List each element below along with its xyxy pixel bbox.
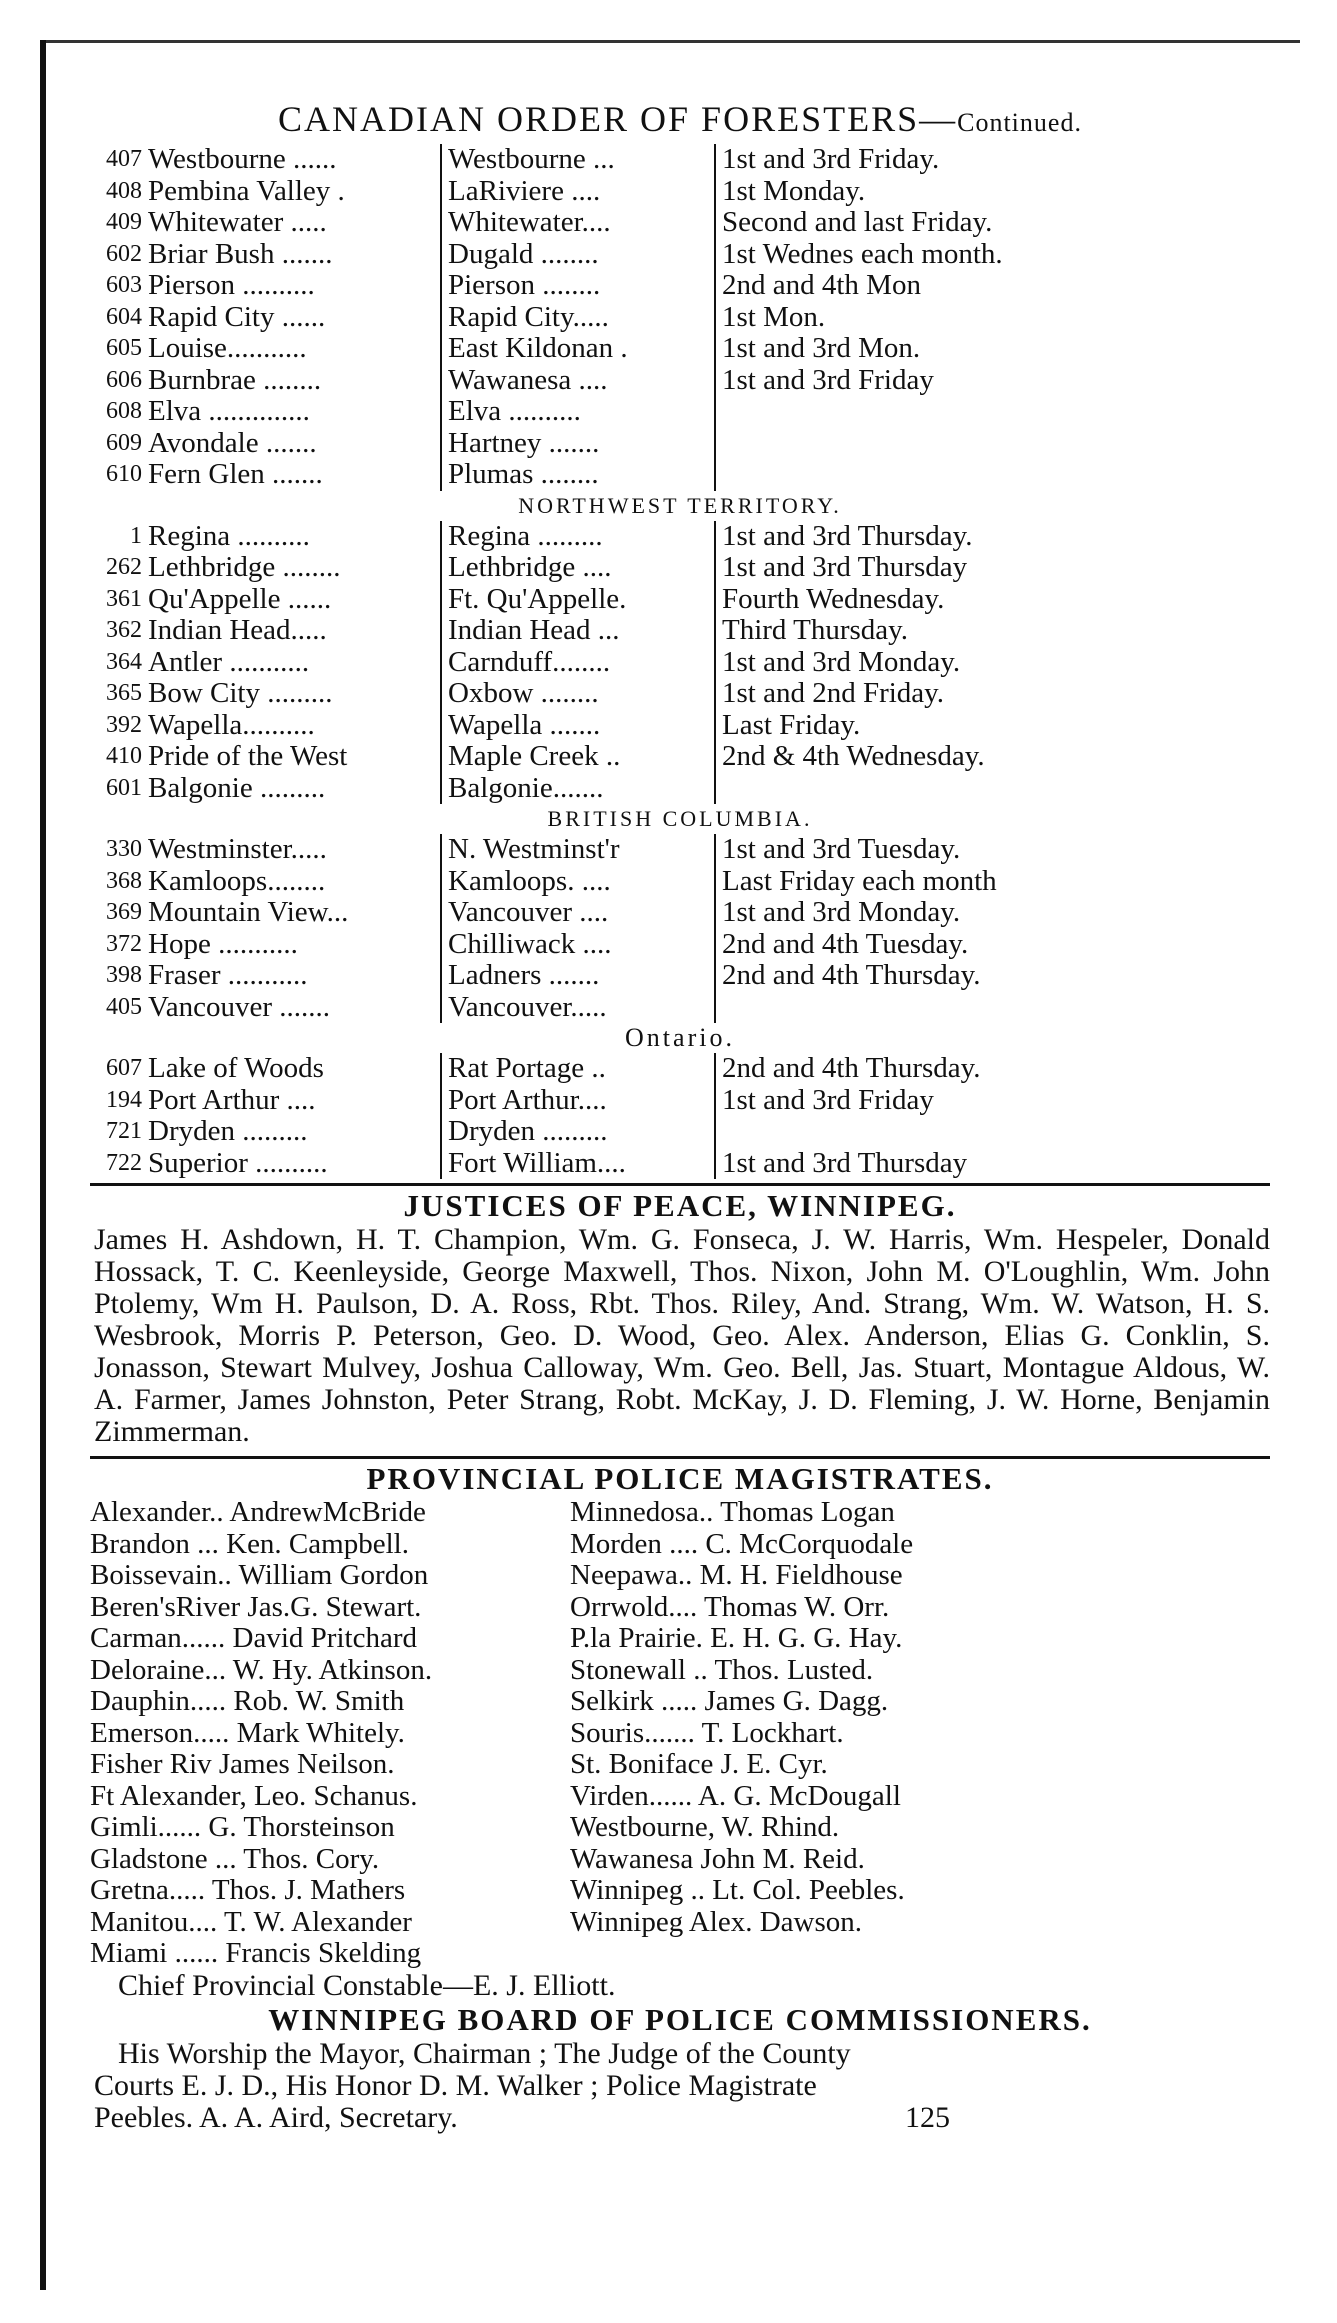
lodge-place: Hartney ....... xyxy=(442,428,716,460)
magistrate-right-entry: Winnipeg Alex. Dawson. xyxy=(570,1905,863,1938)
lodge-place: Vancouver .... xyxy=(442,897,716,929)
lodge-meeting: Second and last Friday. xyxy=(722,207,993,238)
lodge-name: Elva .............. xyxy=(148,396,442,428)
magistrate-left-entry: Gretna..... Thos. J. Mathers xyxy=(90,1874,406,1906)
magistrate-left-entry: Dauphin..... Rob. W. Smith xyxy=(90,1685,405,1717)
lodge-name: Antler ........... xyxy=(148,647,442,679)
lodge-number: 721 xyxy=(106,1118,142,1144)
lodge-name: Vancouver ....... xyxy=(148,992,442,1024)
lodge-name: Port Arthur .... xyxy=(148,1085,442,1117)
lodge-name: Fraser ........... xyxy=(148,960,442,992)
top-rule xyxy=(40,40,1300,43)
lodge-row xyxy=(90,1116,1270,1148)
lodge-row xyxy=(90,459,1270,491)
magistrate-row xyxy=(90,1812,1270,1844)
lodge-row xyxy=(90,1085,1270,1117)
left-binding-rule xyxy=(40,40,46,2290)
lodge-number: 369 xyxy=(106,899,142,925)
magistrate-row xyxy=(90,1844,1270,1876)
lodge-meeting xyxy=(716,459,722,491)
magistrate-row xyxy=(90,1875,1270,1907)
lodge-number: 1 xyxy=(130,522,142,549)
magistrate-row xyxy=(90,1686,1270,1718)
lodge-number: 398 xyxy=(106,962,142,988)
magistrate-right-entry: Virden...... A. G. McDougall xyxy=(570,1779,901,1812)
lodge-place: Wapella ....... xyxy=(442,710,716,742)
lodge-name: Bow City ......... xyxy=(148,678,442,710)
magistrate-left-entry: Manitou.... T. W. Alexander xyxy=(90,1905,412,1938)
lodge-name: Hope ........... xyxy=(148,929,442,961)
lodge-meeting: 1st and 3rd Friday xyxy=(722,1084,934,1116)
lodge-place: Kamloops. .... xyxy=(442,866,716,898)
lodge-meeting xyxy=(716,396,722,428)
lodge-row xyxy=(90,615,1270,647)
lodge-number: 601 xyxy=(106,774,142,801)
lodge-place: Maple Creek .. xyxy=(442,741,716,773)
lodge-place: Carnduff........ xyxy=(442,647,716,679)
lodge-place: Plumas ........ xyxy=(442,459,716,491)
lodge-place: N. Westminst'r xyxy=(442,834,716,866)
lodge-meeting: 1st and 3rd Friday. xyxy=(722,144,940,175)
lodge-place: Fort William.... xyxy=(442,1148,716,1180)
magistrate-right-entry: Selkirk ..... James G. Dagg. xyxy=(570,1685,889,1717)
region-ontario: Ontario. xyxy=(625,1023,735,1052)
magistrate-left-entry: Fisher Riv James Neilson. xyxy=(90,1748,395,1780)
magistrate-left-entry: Boissevain.. William Gordon xyxy=(90,1559,429,1591)
lodge-row xyxy=(90,866,1270,898)
lodge-row xyxy=(90,302,1270,334)
lodge-row xyxy=(90,584,1270,616)
lodge-place: Ladners ....... xyxy=(442,960,716,992)
lodge-name: Briar Bush ....... xyxy=(148,239,442,271)
magistrate-right-entry: Stonewall .. Thos. Lusted. xyxy=(570,1653,874,1686)
page-content xyxy=(90,98,1270,2134)
lodge-row xyxy=(90,365,1270,397)
lodge-number: 607 xyxy=(106,1055,142,1081)
lodge-name: Westbourne ...... xyxy=(148,144,442,176)
magistrate-right-entry: St. Boniface J. E. Cyr. xyxy=(570,1748,828,1780)
lodge-row xyxy=(90,678,1270,710)
magistrate-right-entry: Neepawa.. M. H. Fieldhouse xyxy=(570,1559,903,1591)
magistrate-row xyxy=(90,1718,1270,1750)
lodge-number: 405 xyxy=(106,993,142,1020)
lodge-table-manitoba xyxy=(90,144,1270,491)
lodge-row xyxy=(90,773,1270,805)
lodge-name: Lake of Woods xyxy=(148,1053,442,1085)
magistrate-left-entry: Carman...... David Pritchard xyxy=(90,1622,417,1654)
magistrate-left-entry: Alexander.. AndrewMcBride xyxy=(90,1496,426,1528)
magistrate-right-entry: Souris....... T. Lockhart. xyxy=(570,1716,844,1749)
lodge-number: 368 xyxy=(106,867,142,894)
chief-constable: Chief Provincial Constable—E. J. Elliott. xyxy=(118,1968,616,2002)
lodge-table-ontario xyxy=(90,1053,1270,1179)
lodge-row xyxy=(90,897,1270,929)
lodge-place: Chilliwack .... xyxy=(442,929,716,961)
magistrate-right-entry: Minnedosa.. Thomas Logan xyxy=(570,1496,895,1528)
lodge-name: Wapella.......... xyxy=(148,710,442,742)
lodge-meeting: 1st and 3rd Thursday xyxy=(722,1147,968,1179)
justices-title: JUSTICES OF PEACE, WINNIPEG. xyxy=(403,1188,957,1223)
magistrate-row xyxy=(90,1623,1270,1655)
lodge-number: 372 xyxy=(106,930,142,957)
lodge-number: 361 xyxy=(106,585,142,612)
lodge-table-northwest xyxy=(90,521,1270,805)
lodge-number: 262 xyxy=(106,554,142,580)
justices-list: James H. Ashdown, H. T. Champion, Wm. G. Fonseca, J. W. Harris, Wm. Hespeler, Donald Hossack, T. C. Keenleyside, George Maxwell, Thos. Nixon, John M. O'Loughlin, Wm. John Ptolemy, Wm H. Paulson, D. A. Ross, Rbt. Thos. Riley, And. Strang, Wm. W. Watson, H. S. Wesbrook, Morris P. Peterson, Geo. D. Wood, Geo. Alex. Anderson, Elias G. Conklin, S. Jonasson, Stewart Mulvey, Joshua Calloway, Wm. Geo. Bell, Jas. Stuart, Montague Aldous, W. A. Farmer, James Johnston, Peter Strang, Robt. McKay, J. D. Fleming, J. W. Horne, Benjamin Zimmerman. xyxy=(94,1223,1270,1448)
lodge-name: Regina .......... xyxy=(148,521,442,553)
lodge-number: 407 xyxy=(106,146,142,172)
lodge-number: 330 xyxy=(106,836,142,862)
lodge-row xyxy=(90,960,1270,992)
lodge-row xyxy=(90,741,1270,773)
lodge-row xyxy=(90,929,1270,961)
lodge-meeting: 2nd and 4th Tuesday. xyxy=(722,928,969,960)
magistrate-right-entry: Westbourne, W. Rhind. xyxy=(570,1811,840,1843)
lodge-row xyxy=(90,710,1270,742)
lodge-row xyxy=(90,176,1270,208)
lodge-meeting: 2nd & 4th Wednesday. xyxy=(722,741,985,772)
lodge-name: Whitewater ..... xyxy=(148,207,442,239)
lodge-name: Lethbridge ........ xyxy=(148,552,442,584)
region-british-columbia: BRITISH COLUMBIA. xyxy=(547,806,813,831)
lodge-number: 609 xyxy=(106,429,142,456)
lodge-number: 610 xyxy=(106,461,142,487)
lodge-place: Ft. Qu'Appelle. xyxy=(442,584,716,616)
lodge-place: Indian Head ... xyxy=(442,615,716,647)
lodge-row xyxy=(90,428,1270,460)
magistrate-right-entry: Morden .... C. McCorquodale xyxy=(570,1527,914,1560)
magistrate-right-entry: Winnipeg .. Lt. Col. Peebles. xyxy=(570,1874,905,1906)
lodge-row xyxy=(90,521,1270,553)
lodge-place: Westbourne ... xyxy=(442,144,716,176)
lodge-number: 605 xyxy=(106,335,142,361)
magistrate-right-entry: Wawanesa John M. Reid. xyxy=(570,1842,865,1875)
lodge-name: Dryden ......... xyxy=(148,1116,442,1148)
lodge-number: 408 xyxy=(106,177,142,204)
lodge-place: Dryden ......... xyxy=(442,1116,716,1148)
lodge-place: LaRiviere .... xyxy=(442,176,716,208)
lodge-place: Wawanesa .... xyxy=(442,365,716,397)
lodge-meeting xyxy=(716,1116,722,1148)
magistrate-row xyxy=(90,1497,1270,1529)
lodge-place: Rapid City..... xyxy=(442,302,716,334)
lodge-number: 362 xyxy=(106,617,142,643)
lodge-number: 722 xyxy=(106,1149,142,1176)
magistrate-right-entry: Orrwold.... Thomas W. Orr. xyxy=(570,1590,890,1623)
lodge-meeting: Last Friday. xyxy=(722,709,861,741)
lodge-place: East Kildonan . xyxy=(442,333,716,365)
board-line-1: His Worship the Mayor, Chairman ; The Judge of the County xyxy=(118,2036,851,2070)
magistrate-row xyxy=(90,1907,1270,1939)
lodge-meeting: Third Thursday. xyxy=(722,615,909,646)
magistrate-right-entry: P.la Prairie. E. H. G. G. Hay. xyxy=(570,1622,903,1654)
lodge-row xyxy=(90,396,1270,428)
lodge-meeting: 1st Mon. xyxy=(722,301,826,333)
lodge-row xyxy=(90,552,1270,584)
lodge-meeting: 1st and 3rd Thursday. xyxy=(722,520,973,552)
lodge-row xyxy=(90,239,1270,271)
board-title: WINNIPEG BOARD OF POLICE COMMISSIONERS. xyxy=(268,2001,1092,2037)
lodge-meeting: 1st and 3rd Friday xyxy=(722,364,934,396)
lodge-place: Port Arthur.... xyxy=(442,1085,716,1117)
lodge-number: 602 xyxy=(106,240,142,267)
lodge-row xyxy=(90,1053,1270,1085)
lodge-meeting: 2nd and 4th Thursday. xyxy=(722,960,981,991)
lodge-number: 603 xyxy=(106,272,142,298)
magistrate-row xyxy=(90,1655,1270,1687)
magistrate-row xyxy=(90,1938,1270,1970)
lodge-row xyxy=(90,647,1270,679)
lodge-name: Burnbrae ........ xyxy=(148,365,442,397)
lodge-name: Mountain View... xyxy=(148,897,442,929)
lodge-row xyxy=(90,207,1270,239)
lodge-number: 606 xyxy=(106,366,142,393)
page-number: 125 xyxy=(905,2100,950,2134)
magistrate-left-entry: Deloraine... W. Hy. Atkinson. xyxy=(90,1653,433,1686)
region-northwest-territory: NORTHWEST TERRITORY. xyxy=(518,492,842,518)
magistrate-left-entry: Brandon ... Ken. Campbell. xyxy=(90,1527,409,1560)
board-line-2: Courts E. J. D., His Honor D. M. Walker ; Police Magistrate xyxy=(94,2068,817,2102)
lodge-name: Westminster..... xyxy=(148,834,442,866)
lodge-row xyxy=(90,333,1270,365)
lodge-number: 608 xyxy=(106,398,142,424)
lodge-meeting: 1st and 3rd Mon. xyxy=(722,333,921,364)
lodge-place: Dugald ........ xyxy=(442,239,716,271)
lodge-place: Regina ......... xyxy=(442,521,716,553)
board-line-3-text: Peebles. A. A. Aird, Secretary. xyxy=(94,2100,458,2134)
magistrates-table xyxy=(90,1497,1270,1970)
lodge-row xyxy=(90,144,1270,176)
lodge-place: Oxbow ........ xyxy=(442,678,716,710)
lodge-meeting: Last Friday each month xyxy=(722,865,997,897)
lodge-table-british-columbia xyxy=(90,834,1270,1023)
lodge-place: Whitewater.... xyxy=(442,207,716,239)
lodge-number: 364 xyxy=(106,648,142,675)
lodge-name: Qu'Appelle ...... xyxy=(148,584,442,616)
magistrate-row xyxy=(90,1592,1270,1624)
section-divider xyxy=(90,1183,1270,1186)
lodge-meeting: 2nd and 4th Mon xyxy=(722,270,921,301)
lodge-meeting xyxy=(716,428,722,460)
lodge-meeting: 1st and 3rd Thursday xyxy=(722,552,968,583)
lodge-meeting: 2nd and 4th Thursday. xyxy=(722,1053,981,1084)
lodge-meeting: 1st and 3rd Tuesday. xyxy=(722,834,961,865)
lodge-number: 410 xyxy=(106,743,142,769)
lodge-meeting: 1st and 3rd Monday. xyxy=(722,897,961,928)
magistrate-row xyxy=(90,1749,1270,1781)
magistrate-row xyxy=(90,1560,1270,1592)
lodge-row xyxy=(90,834,1270,866)
foresters-title: CANADIAN ORDER OF FORESTERS— xyxy=(278,99,958,139)
lodge-meeting: 1st Monday. xyxy=(722,175,866,207)
lodge-name: Rapid City ...... xyxy=(148,302,442,334)
magistrate-left-entry: Gladstone ... Thos. Cory. xyxy=(90,1842,380,1875)
lodge-name: Pride of the West xyxy=(148,741,442,773)
lodge-place: Rat Portage .. xyxy=(442,1053,716,1085)
lodge-number: 392 xyxy=(106,711,142,738)
magistrate-left-entry: Emerson..... Mark Whitely. xyxy=(90,1716,405,1749)
lodge-meeting: Fourth Wednesday. xyxy=(722,583,945,615)
lodge-place: Lethbridge .... xyxy=(442,552,716,584)
lodge-meeting xyxy=(716,773,722,805)
lodge-meeting: 1st Wednes each month. xyxy=(722,238,1003,270)
section-divider xyxy=(90,1456,1270,1459)
lodge-name: Louise........... xyxy=(148,333,442,365)
lodge-number: 365 xyxy=(106,680,142,706)
lodge-row xyxy=(90,992,1270,1024)
lodge-name: Indian Head..... xyxy=(148,615,442,647)
board-line-3 xyxy=(90,2102,1270,2134)
magistrate-left-entry: Beren'sRiver Jas.G. Stewart. xyxy=(90,1590,422,1623)
magistrate-left-entry: Gimli...... G. Thorsteinson xyxy=(90,1811,395,1843)
lodge-name: Balgonie ......... xyxy=(148,773,442,805)
foresters-heading xyxy=(90,98,1270,144)
foresters-title-continued: Continued. xyxy=(957,108,1082,137)
lodge-place: Elva .......... xyxy=(442,396,716,428)
lodge-meeting xyxy=(716,992,722,1024)
lodge-place: Vancouver..... xyxy=(442,992,716,1024)
lodge-row xyxy=(90,270,1270,302)
magistrate-left-entry: Ft Alexander, Leo. Schanus. xyxy=(90,1779,418,1812)
magistrates-title: PROVINCIAL POLICE MAGISTRATES. xyxy=(366,1461,994,1496)
lodge-name: Avondale ....... xyxy=(148,428,442,460)
lodge-name: Fern Glen ....... xyxy=(148,459,442,491)
lodge-number: 604 xyxy=(106,303,142,330)
magistrate-left-entry: Miami ...... Francis Skelding xyxy=(90,1937,422,1969)
lodge-number: 194 xyxy=(106,1086,142,1113)
lodge-row xyxy=(90,1148,1270,1180)
lodge-number: 409 xyxy=(106,209,142,235)
magistrate-row xyxy=(90,1781,1270,1813)
lodge-place: Pierson ........ xyxy=(442,270,716,302)
lodge-meeting: 1st and 2nd Friday. xyxy=(722,678,945,709)
magistrate-right-entry xyxy=(570,1938,1270,1970)
lodge-name: Pembina Valley . xyxy=(148,176,442,208)
lodge-name: Pierson .......... xyxy=(148,270,442,302)
magistrate-row xyxy=(90,1529,1270,1561)
lodge-meeting: 1st and 3rd Monday. xyxy=(722,646,961,678)
lodge-place: Balgonie....... xyxy=(442,773,716,805)
lodge-name: Superior .......... xyxy=(148,1148,442,1180)
lodge-name: Kamloops........ xyxy=(148,866,442,898)
